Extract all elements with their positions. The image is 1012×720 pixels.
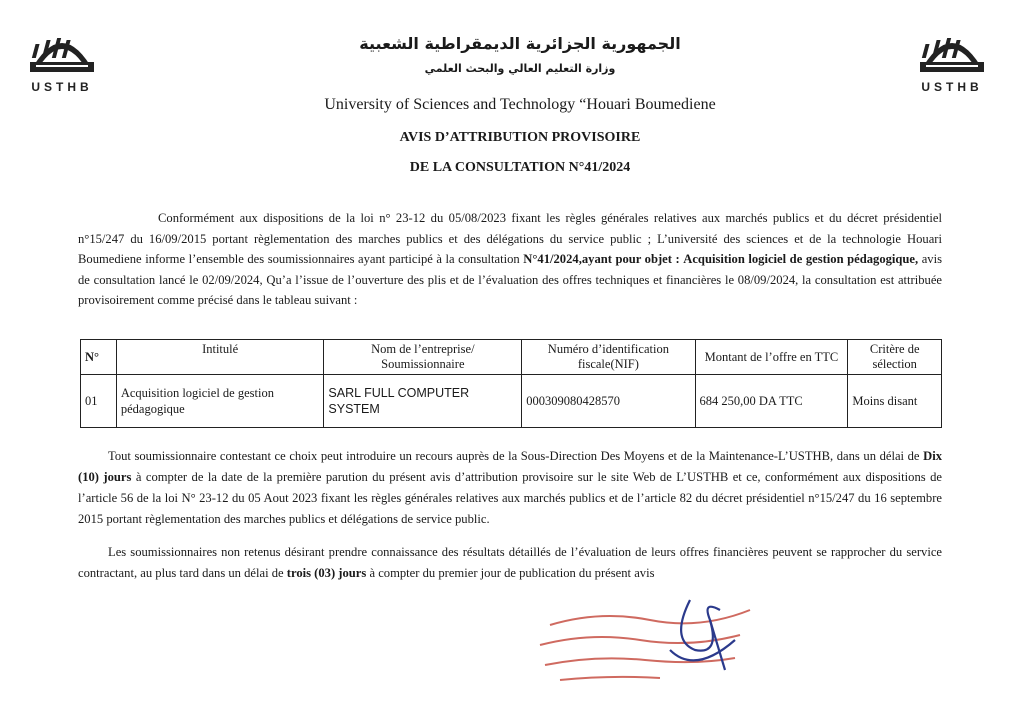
arabic-republic-title: الجمهورية الجزائرية الديمقراطية الشعبية <box>359 34 681 53</box>
intro-text-a: Conformément aux dispositions de la loi n° 23-12 du 05/08/2023 fixant les règles générales relatives aux marchés publics et du décret présidentiel n°15/247 du 16/09/2015 portant règlementation des marches publics et des délégations du service public ; L’université des sciences et de la technologie Houari Boumediene informe l’ensemble des soumissionnaires ayant participé à la consultation <box>78 211 942 266</box>
intro-paragraph <box>78 208 942 311</box>
header-intitule: Intitulé <box>116 340 324 375</box>
stamp-signature <box>520 580 790 700</box>
cell-critere: Moins disant <box>848 375 942 428</box>
cell-nif: 000309080428570 <box>522 375 695 428</box>
resultats-paragraph <box>78 542 942 584</box>
header-num: N° <box>81 340 117 375</box>
attribution-table <box>80 339 942 428</box>
resultats-text-b: à compter du premier jour de publication du présent avis <box>366 566 655 580</box>
cell-intitule: Acquisition logiciel de gestion pédagogique <box>116 375 324 428</box>
recours-text-a: Tout soumissionnaire contestant ce choix peut introduire un recours auprès de la Sous-Direction Des Moyens et de la Maintenance-L’USTHB, dans un délai de <box>108 449 924 463</box>
cell-nom: SARL FULL COMPUTER SYSTEM <box>324 375 522 428</box>
resultats-delay: trois (03) jours <box>286 566 367 580</box>
recours-delay: Dix (10) jours <box>78 449 942 484</box>
arabic-ministry-title: وزارة التعليم العالي والبحث العلمي <box>424 62 616 75</box>
consultation-object: Acquisition logiciel de gestion pédagogique, <box>683 252 919 266</box>
logo-text: USTHB <box>921 80 983 94</box>
usthb-logo-left <box>22 20 102 100</box>
consultation-reference: N°41/2024 <box>523 252 579 266</box>
cell-montant: 684 250,00 DA TTC <box>695 375 848 428</box>
usthb-logo-right <box>912 20 992 100</box>
table-header-row <box>81 340 942 375</box>
header-critere: Critère de sélection <box>848 340 942 375</box>
intro-text-b: ,ayant pour objet : <box>578 252 680 266</box>
intro-text-c: avis de consultation lancé le 02/09/2024, Qu’a l’issue de l’ouverture des plis et de l’évaluation des offres techniques et financières le 08/09/2024, la consultation est attribuée provisoirement comme précisé dans le tableau suivant : <box>78 252 942 307</box>
cell-num: 01 <box>81 375 117 428</box>
recours-paragraph <box>78 446 942 530</box>
logo-text: USTHB <box>31 80 93 94</box>
document-title: AVIS D’ATTRIBUTION PROVISOIRE <box>399 130 641 145</box>
header-nif: Numéro d’identification fiscale(NIF) <box>522 340 695 375</box>
recours-text-b: à compter de la date de la première parution du présent avis d’attribution provisoire sur le site Web de L’USTHB et ce, conformément aux dispositions de l’article 56 de la loi N° 23-12 du 05 Aout 2023 fixant les règles générales relatives aux marchés publics et de l’article 82 du décret présidentiel n°15/247 du 16 septembre 2015 portant règlementation des marches publics et délégations de service public. <box>78 470 942 526</box>
stamp-signature-graphic <box>520 580 790 700</box>
resultats-text-a: Les soumissionnaires non retenus désirant prendre connaissance des résultats détaillés de l’évaluation de leurs offres financières peuvent se rapprocher du service contractant, au plus tard dans un délai de <box>78 545 942 580</box>
university-name: University of Sciences and Technology “Houari Boumediene <box>324 96 716 113</box>
header-nom: Nom de l’entreprise/ Soumissionnaire <box>324 340 522 375</box>
document-subtitle: DE LA CONSULTATION N°41/2024 <box>409 160 631 175</box>
table-row <box>81 375 942 428</box>
header-montant: Montant de l’offre en TTC <box>695 340 848 375</box>
